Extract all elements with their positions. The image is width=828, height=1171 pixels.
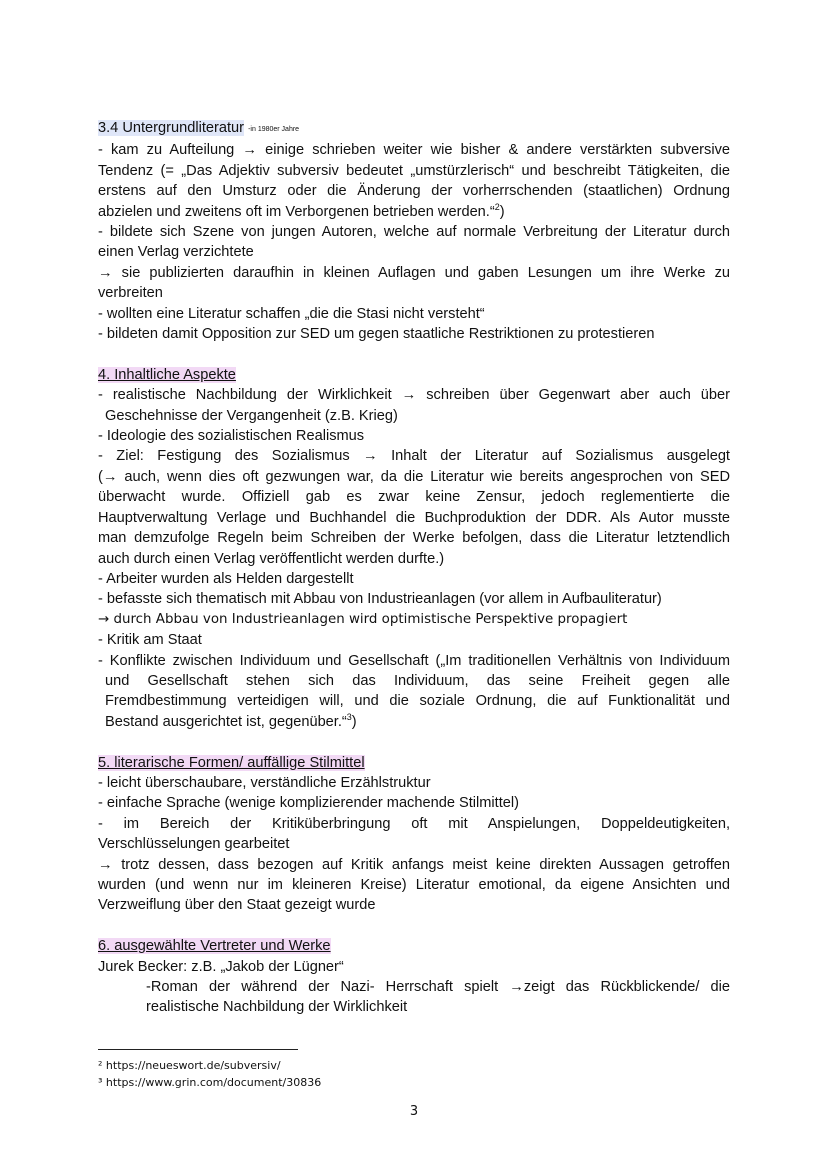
text-line [98, 712, 730, 732]
text-fragment: Bestand ausgerichtet ist, gegenüber.“ [105, 713, 347, 730]
text-line: -Roman der während der Nazi- Herrschaft spielt →zeigt das Rückblickende/ die [146, 979, 730, 996]
footnote-ref: 2 [494, 201, 500, 212]
footnote-2: ² https://neueswort.de/subversiv/ [98, 1059, 281, 1072]
text-line: Verschlüsselungen gearbeitet [98, 836, 290, 853]
text-line: auch durch einen Verlag veröffentlicht werden durfte.) [98, 550, 445, 567]
text-line: → durch Abbau von Industrieanlagen wird optimistische Perspektive propagiert [98, 611, 628, 627]
text-line: - bildete sich Szene von jungen Autoren, welche auf normale Verbreitung der Literatur durch [98, 224, 730, 241]
text-line: - Ideologie des sozialistischen Realismus [98, 428, 365, 445]
text-line: Tendenz (= „Das Adjektiv subversiv bedeutet „umstürzlerisch“ und beschreibt Tätigkeiten, die [98, 162, 730, 179]
text-fragment: ) [499, 203, 505, 220]
section-4-heading [98, 365, 730, 385]
text-line: - Konflikte zwischen Individuum und Gesellschaft („Im traditionellen Verhältnis von Individuum [98, 652, 730, 669]
text-line: - kam zu Aufteilung → einige schrieben weiter wie bisher & andere verstärkten subversive [98, 142, 730, 159]
spacer [98, 916, 730, 936]
section-6-heading [98, 936, 730, 956]
text-line: realistische Nachbildung der Wirklichkeit [146, 999, 408, 1016]
text-fragment: ) [351, 713, 357, 730]
section-title: 5. literarische Formen/ auffällige Stilmittel [98, 754, 365, 771]
spacer [98, 344, 730, 364]
section-title: 3.4 Untergrundliteratur [98, 120, 245, 136]
section-3-4-heading [98, 118, 730, 140]
spacer [98, 732, 730, 752]
text-line: - Arbeiter wurden als Helden dargestellt [98, 570, 354, 587]
section-5-heading [98, 753, 730, 773]
text-line: - wollten eine Literatur schaffen „die die Stasi nicht versteht“ [98, 305, 485, 322]
text-line: und Gesellschaft stehen sich das Individuum, das seine Freiheit gegen alle [105, 672, 730, 689]
text-line: - einfache Sprache (wenige komplizierender machende Stilmittel) [98, 795, 519, 812]
section-title: 4. Inhaltliche Aspekte [98, 366, 236, 383]
section-title: 6. ausgewählte Vertreter und Werke [98, 938, 331, 955]
text-line: Jurek Becker: z.B. „Jakob der Lügner“ [98, 958, 344, 975]
text-line: - im Bereich der Kritiküberbringung oft mit Anspielungen, Doppeldeutigkeiten, [98, 815, 730, 832]
text-line: → trotz dessen, dass bezogen auf Kritik anfangs meist keine direkten Aussagen getroffen [98, 856, 730, 873]
text-line: einen Verlag verzichtete [98, 244, 254, 261]
footnote-divider [98, 1049, 298, 1050]
text-line: - Kritik am Staat [98, 632, 202, 649]
footnote-3: ³ https://www.grin.com/document/30836 [98, 1076, 322, 1089]
text-line: erstens auf den Umsturz oder die Änderung der vorherrschenden (staatlichen) Ordnung [98, 183, 730, 200]
footnotes [98, 1057, 321, 1091]
section-note: -in 1980er Jahre [248, 126, 300, 133]
text-line: (→ auch, wenn dies oft gezwungen war, da die Literatur wie bereits angesprochen von SED [98, 468, 730, 485]
text-line: man demzufolge Regeln beim Schreiben der Werke befolgen, dass die Literatur letztendlich [98, 530, 730, 547]
text-line [98, 202, 730, 222]
text-line: → sie publizierten daraufhin in kleinen Auflagen und gaben Lesungen um ihre Werke zu [98, 264, 730, 281]
text-line: überwacht wurde. Offiziell gab es zwar keine Zensur, jedoch reglementierte die [98, 489, 730, 506]
page-number: 3 [409, 1104, 419, 1119]
text-line: - bildeten damit Opposition zur SED um gegen staatliche Restriktionen zu protestieren [98, 326, 655, 343]
text-line: verbreiten [98, 285, 163, 302]
text-line: - befasste sich thematisch mit Abbau von Industrieanlagen (vor allem in Aufbauliteratur) [98, 591, 662, 608]
text-line: Fremdbestimmung verteidigen will, und die soziale Ordnung, die auf Funktionalität und [105, 693, 730, 710]
text-line: wurden (und wenn nur im kleineren Kreise) Literatur emotional, da eigene Ansichten und [98, 877, 730, 893]
text-line: - Ziel: Festigung des Sozialismus → Inhalt der Literatur auf Sozialismus ausgelegt [98, 448, 730, 465]
text-fragment: abzielen und zweitens oft im Verborgenen betrieben werden.“ [98, 203, 495, 220]
footnote-ref: 3 [346, 711, 352, 722]
text-line: Verzweiflung über den Staat gezeigt wurde [98, 897, 376, 914]
text-line: Hauptverwaltung Verlage und Buchhandel die Buchproduktion der DDR. Als Autor musste [98, 509, 730, 526]
text-line: - leicht überschaubare, verständliche Erzählstruktur [98, 774, 431, 791]
text-line: Geschehnisse der Vergangenheit (z.B. Krieg) [105, 407, 398, 424]
document-body [98, 118, 730, 1018]
text-line: - realistische Nachbildung der Wirklichkeit → schreiben über Gegenwart aber auch über [98, 387, 730, 404]
